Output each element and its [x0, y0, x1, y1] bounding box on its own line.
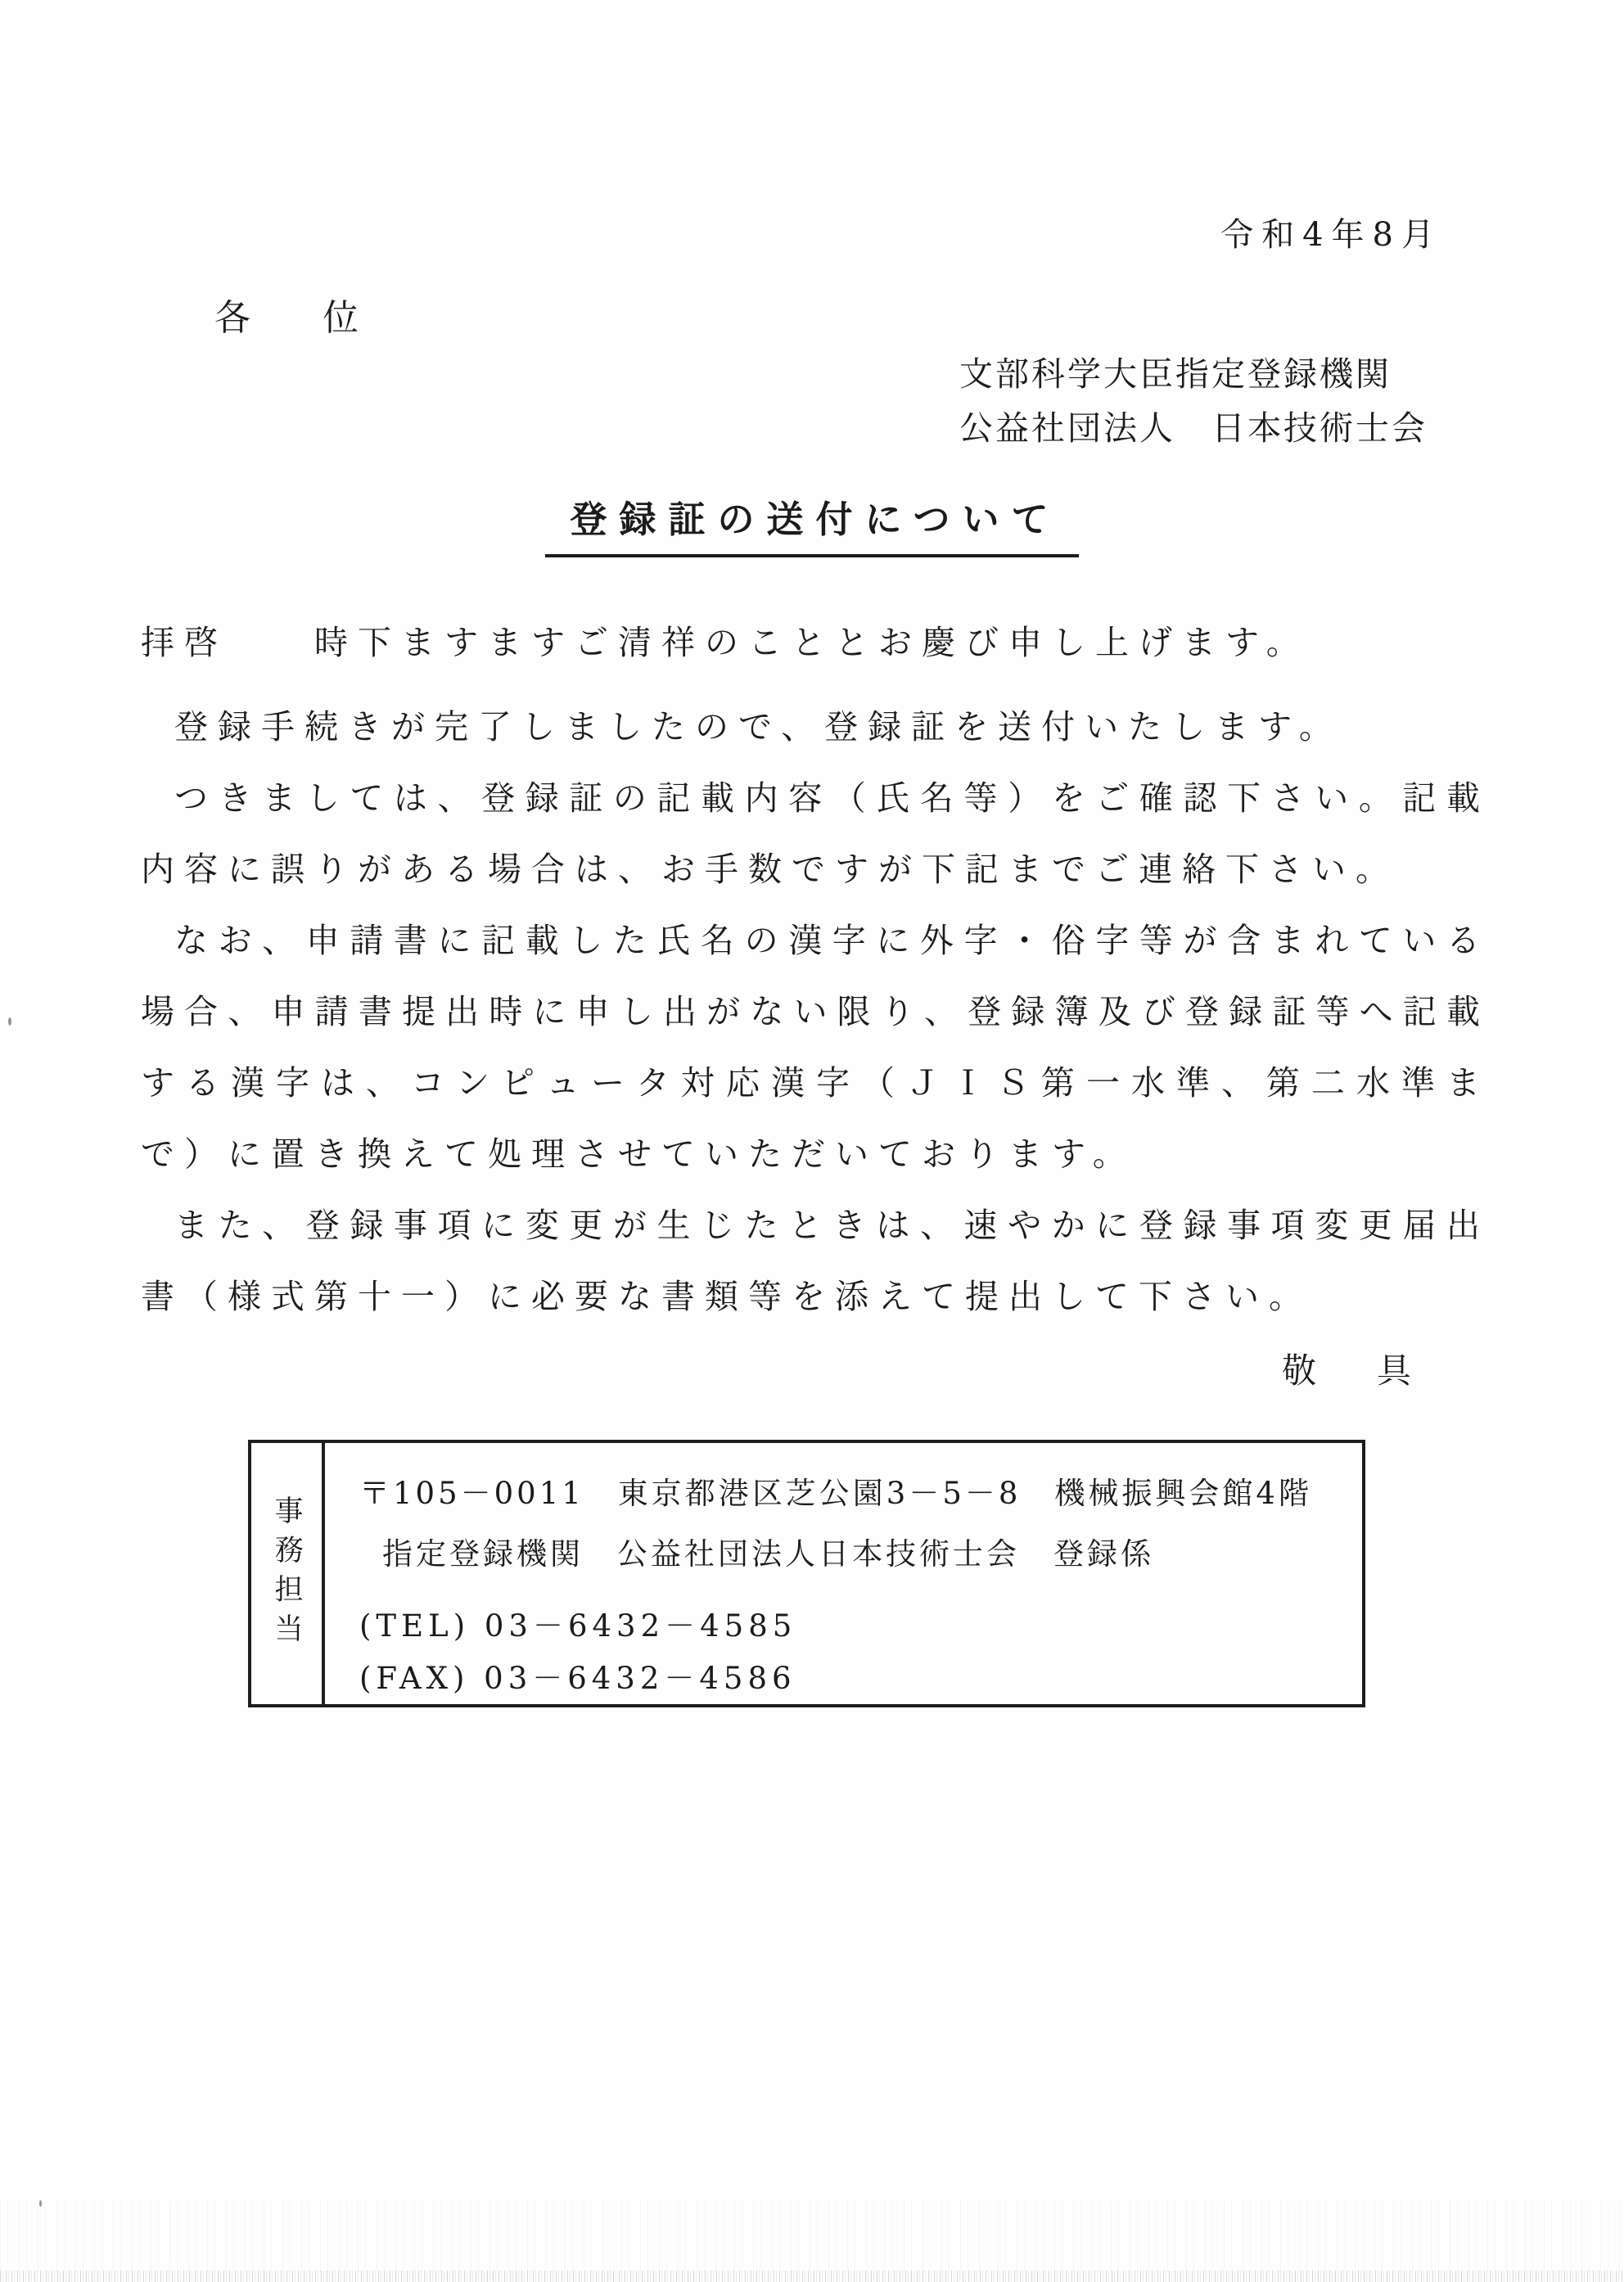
scan-noise-edge [0, 2271, 1624, 2282]
sender-organization-name: 公益社団法人 日本技術士会 [959, 408, 1428, 448]
document-title [0, 489, 1624, 557]
closing-keigu: 敬 具 [1281, 1351, 1424, 1391]
paragraph-change-notification: また、登録事項に変更が生じたときは、速やかに登録事項変更届出書（様式第十一）に必要な書類等を添えて提出して下さい。 [141, 1206, 1490, 1316]
scan-noise-band [0, 2200, 1624, 2274]
letter-body [141, 607, 1490, 1333]
addressee: 各 位 [214, 297, 377, 339]
sender-organization-type: 文部科学大臣指定登録機関 [959, 354, 1392, 394]
date-line: 令和4年8月 [1220, 216, 1442, 254]
contact-box-main-cell [325, 1443, 1362, 1704]
registration-office-line: 指定登録機関 公益社団法人日本技術士会 登録係 [382, 1536, 1154, 1572]
paragraph-kanji-substitution: なお、申請書に記載した氏名の漢字に外字・俗字等が含まれている場合、申請書提出時に申し出がない限り、登録簿及び登録証等へ記載する漢字は、コンピュータ対応漢字（ＪＩＳ第一水準、第二水準まで）に置き換えて処理させていただいております。 [141, 921, 1490, 1174]
contact-box [248, 1440, 1365, 1707]
contact-box-side-cell [251, 1443, 325, 1704]
scan-speck [8, 1017, 11, 1026]
paragraph-confirm-contents: つきましては、登録証の記載内容（氏名等）をご確認下さい。記載内容に誤りがある場合は、お手数ですが下記までご連絡下さい。 [141, 778, 1490, 889]
sender-block [959, 347, 1428, 455]
document-title-text: 登録証の送付について [545, 489, 1078, 557]
salutation: 拝啓 時下ますますご清祥のこととお慶び申し上げます。 [141, 623, 1310, 662]
fax-line: (FAX) 03－6432－4586 [359, 1661, 796, 1696]
telephone-line: (TEL) 03－6432－4585 [359, 1608, 797, 1644]
office-in-charge-label: 事務担当 [270, 1495, 303, 1653]
paragraph-registration-complete: 登録手続きが完了しましたので、登録証を送付いたします。 [174, 707, 1342, 746]
postal-address-line: 〒105－0011 東京都港区芝公園3－5－8 機械振興会館4階 [359, 1476, 1312, 1511]
